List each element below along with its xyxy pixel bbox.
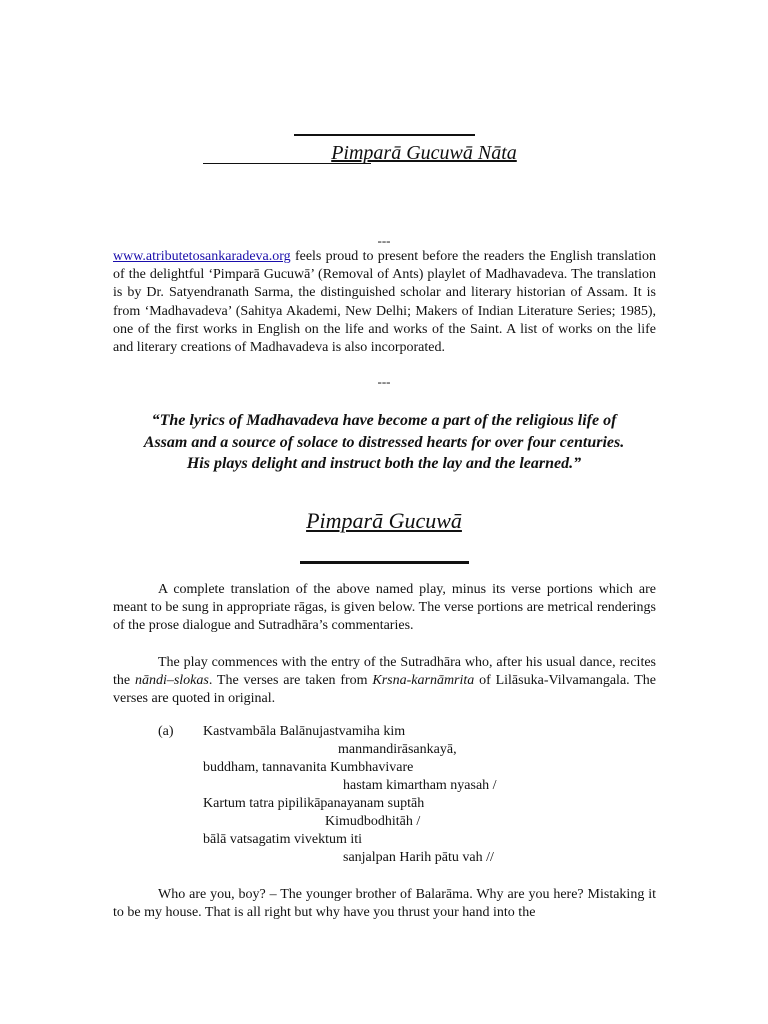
para2-emphasis-2: Krsna-karnāmrita <box>372 673 475 689</box>
document-title: Pimparā Gucuwā Nāta <box>331 142 517 164</box>
para2-emphasis-1: nāndi–slokas <box>134 673 209 689</box>
pull-quote <box>100 410 668 475</box>
intro-body: feels proud to present before the readers the English translation of the delightful ‘Pimparā Gucuwā’ (Removal of Ants) playlet of Madhavadeva. The translation is by Dr. Satyendranath Sarma, the distinguished scholar and literary historian of Assam. It is from ‘Madhavadeva’ (Sahitya Akademi, New Delhi; Makers of Indian Literature Series; 1985), one of the first works in English on the life and works of the Saint. A list of works on the life and literary creations of Madhavadeva is also incorporated. <box>113 249 656 356</box>
para2-text-3: of Lilāsuka-Vilvamangala. The verses are quoted in original. <box>113 673 656 707</box>
website-link[interactable]: www.atributetosankaradeva.org <box>113 249 291 264</box>
commencement-paragraph <box>113 654 656 709</box>
section-title-rule <box>300 561 469 564</box>
verse-line: Kimudbodhitāh / <box>325 814 421 829</box>
verse-line: hastam kimartham nyasah / <box>343 778 497 793</box>
separator-bottom: --- <box>377 374 391 389</box>
verse-line: bālā vatsagatim vivektum iti <box>203 832 363 847</box>
verse-line: buddham, tannavanita Kumbhavivare <box>203 760 414 775</box>
quote-line-1: “The lyrics of Madhavadeva have become a part of the religious life of <box>151 412 617 429</box>
dialogue-paragraph: Who are you, boy? – The younger brother of Balarāma. Why are you here? Mistaking it to be my house. That is all right but why have you thrust your hand into the <box>113 887 656 921</box>
para2-text-2: . The verses are taken from <box>208 673 373 689</box>
translation-paragraph: A complete translation of the above named play, minus its verse portions which are meant to be sung in appropriate rāgas, is given below. The verse portions are metrical renderings of the prose dialogue and Sutradhāra’s commentaries. <box>113 582 656 634</box>
title-top-rule <box>294 134 475 136</box>
verse-line: sanjalpan Harih pātu vah // <box>343 850 494 865</box>
intro-paragraph <box>113 248 656 357</box>
verse-line: Kastvambāla Balānujastvamiha kim <box>203 724 406 739</box>
para2-text-1: The play commences with the entry of the Sutradhāra who, after his usual dance, recites the <box>113 655 656 689</box>
separator-top: --- <box>377 233 391 248</box>
verse-line: manmandirāsankayā, <box>338 742 457 757</box>
quote-line-2: Assam and a source of solace to distressed hearts for over four centuries. <box>143 433 625 451</box>
quote-line-3: His plays delight and instruct both the lay and the learned.” <box>186 455 582 472</box>
section-title: Pimparā Gucuwā <box>306 508 462 533</box>
verse-line: Kartum tatra pipilikāpanayanam suptāh <box>203 796 425 811</box>
verse-label: (a) <box>158 724 174 739</box>
